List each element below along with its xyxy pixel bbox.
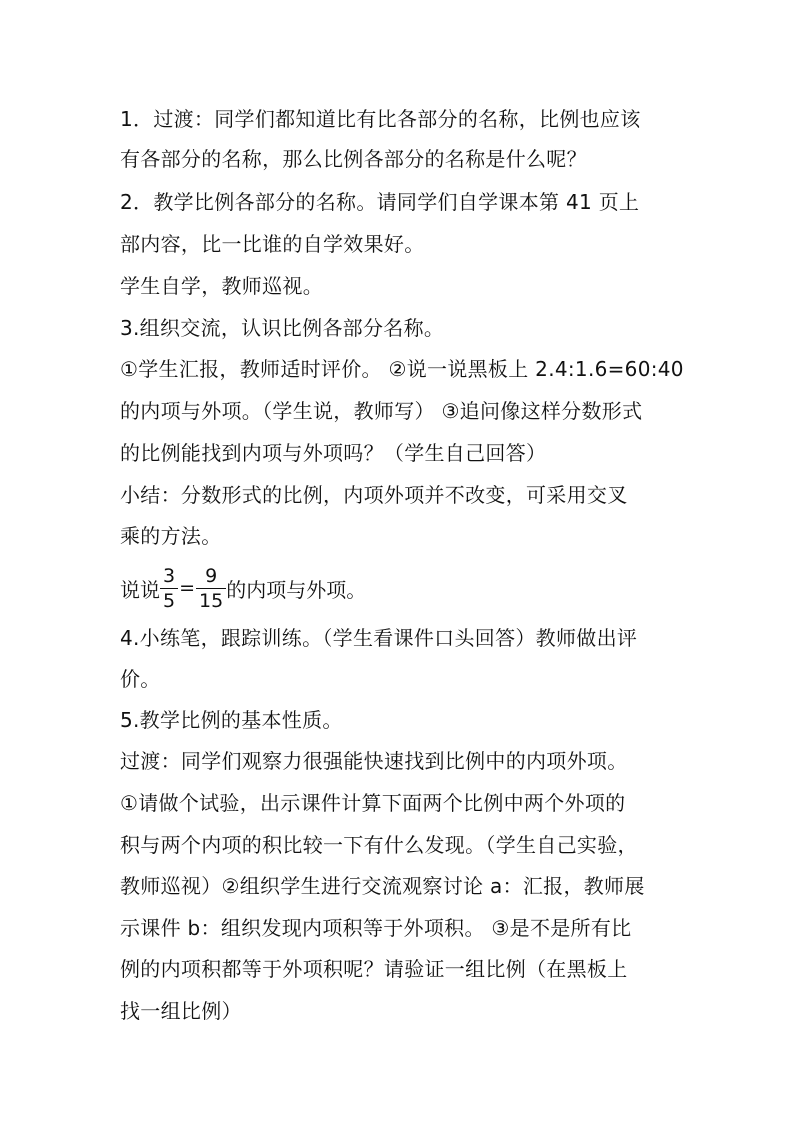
- text-line-14: 5.教学比例的基本性质。: [120, 708, 343, 732]
- text-line-13: 价。: [120, 667, 161, 691]
- text-line-21: 找一组比例）: [120, 999, 242, 1023]
- text-line-11: 乘的方法。: [120, 524, 222, 548]
- text-line-12: 4.小练笔，跟踪训练。（学生看课件口头回答）教师做出评: [120, 626, 638, 650]
- text-line-7: ①学生汇报，教师适时评价。 ②说一说黑板上 2.4:1.6=60:40: [120, 357, 684, 381]
- text-line-18: 教师巡视）②组织学生进行交流观察讨论 a：汇报，教师展: [120, 874, 645, 898]
- fraction-right: [196, 564, 226, 613]
- fraction-suffix: 的内项与外项。: [226, 577, 367, 602]
- text-line-4: 部内容，比一比谁的自学效果好。: [120, 232, 425, 256]
- fraction-prefix: 说说: [120, 577, 160, 602]
- fraction-right-numerator: 9: [205, 564, 218, 587]
- text-line-3: 2．教学比例各部分的名称。请同学们自学课本第 41 页上: [120, 190, 640, 214]
- fraction-line: [120, 560, 366, 616]
- text-line-6: 3.组织交流，认识比例各部分名称。: [120, 316, 445, 340]
- text-line-10: 小结：分数形式的比例，内项外项并不改变，可采用交叉: [120, 483, 628, 507]
- fraction-left-denominator: 5: [163, 589, 176, 612]
- equals-sign: =: [179, 577, 196, 599]
- text-line-2: 有各部分的名称，那么比例各部分的名称是什么呢？: [120, 147, 587, 171]
- text-line-20: 例的内项积都等于外项积呢？请验证一组比例（在黑板上: [120, 957, 628, 981]
- fraction-left: [160, 564, 178, 613]
- text-line-17: 积与两个内项的积比较一下有什么发现。（学生自己实验，: [120, 833, 638, 857]
- text-line-1: 1．过渡：同学们都知道比有比各部分的名称，比例也应该: [120, 107, 641, 131]
- text-line-8: 的内项与外项。（学生说，教师写） ③追问像这样分数形式: [120, 399, 643, 423]
- fraction-left-numerator: 3: [163, 564, 176, 587]
- text-line-19: 示课件 b：组织发现内项积等于外项积。 ③是不是所有比: [120, 916, 632, 940]
- text-line-15: 过渡：同学们观察力很强能快速找到比例中的内项外项。: [120, 749, 628, 773]
- fraction-right-denominator: 15: [199, 589, 224, 612]
- text-line-9: 的比例能找到内项与外项吗？（学生自己回答）: [120, 441, 547, 465]
- text-line-16: ①请做个试验，出示课件计算下面两个比例中两个外项的: [120, 791, 626, 815]
- text-line-5: 学生自学，教师巡视。: [120, 274, 323, 298]
